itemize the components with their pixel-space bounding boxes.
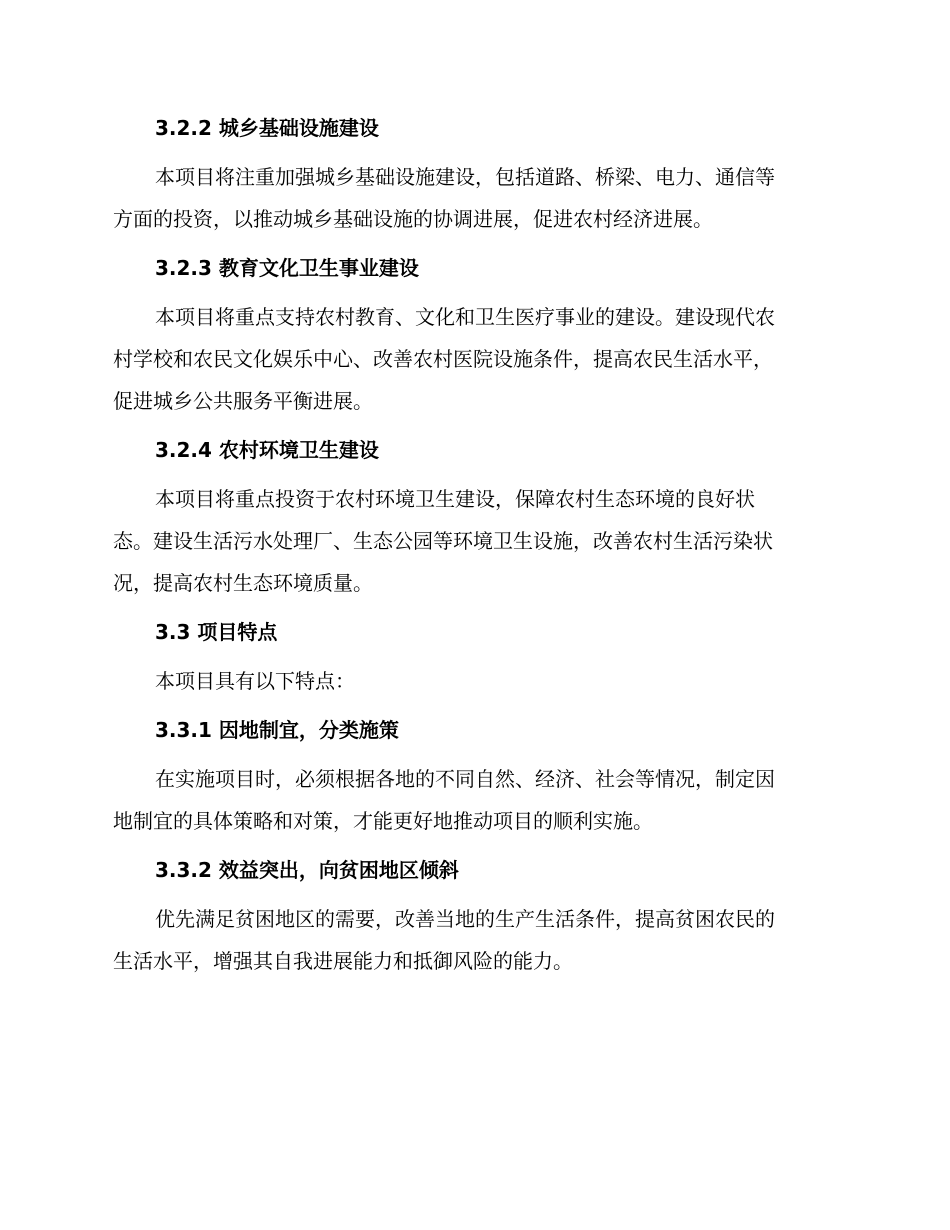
paragraph-line: 本项目将注重加强城乡基础设施建设，包括道路、桥梁、电力、通信等	[155, 165, 775, 189]
document-page	[113, 112, 829, 982]
paragraph	[113, 478, 829, 604]
paragraph-line: 促进城乡公共服务平衡进展。	[113, 389, 373, 413]
section-3-2-4	[113, 434, 829, 604]
section-heading: 3.3.2 效益突出，向贫困地区倾斜	[155, 858, 459, 882]
paragraph-line: 在实施项目时，必须根据各地的不同自然、经济、社会等情况，制定因	[155, 767, 775, 791]
paragraph-line: 况，提高农村生态环境质量。	[113, 571, 373, 595]
paragraph-line: 本项目将重点投资于农村环境卫生建设，保障农村生态环境的良好状	[155, 487, 755, 511]
paragraph-line: 本项目将重点支持农村教育、文化和卫生医疗事业的建设。建设现代农	[155, 305, 775, 329]
section-heading: 3.3.1 因地制宜，分类施策	[155, 718, 399, 742]
paragraph-line: 态。建设生活污水处理厂、生态公园等环境卫生设施，改善农村生活污染状	[113, 529, 773, 553]
section-3-2-3	[113, 252, 829, 422]
paragraph-line: 优先满足贫困地区的需要，改善当地的生产生活条件，提高贫困农民的	[155, 907, 775, 931]
section-heading: 3.2.2 城乡基础设施建设	[155, 116, 379, 140]
paragraph	[113, 758, 829, 842]
paragraph-line: 地制宜的具体策略和对策，才能更好地推动项目的顺利实施。	[113, 809, 653, 833]
paragraph-line: 生活水平，增强其自我进展能力和抵御风险的能力。	[113, 949, 573, 973]
section-heading: 3.3 项目特点	[155, 620, 278, 644]
paragraph-line: 方面的投资，以推动城乡基础设施的协调进展，促进农村经济进展。	[113, 207, 713, 231]
section-3-3-2	[113, 854, 829, 982]
paragraph	[113, 296, 829, 422]
section-heading: 3.2.3 教育文化卫生事业建设	[155, 256, 419, 280]
paragraph	[113, 898, 829, 982]
paragraph-line: 村学校和农民文化娱乐中心、改善农村医院设施条件，提高农民生活水平，	[113, 347, 773, 371]
section-3-2-2	[113, 112, 829, 240]
paragraph	[113, 660, 829, 702]
section-3-3-1	[113, 714, 829, 842]
paragraph-line: 本项目具有以下特点：	[155, 669, 355, 693]
paragraph	[113, 156, 829, 240]
section-3-3	[113, 616, 829, 702]
section-heading: 3.2.4 农村环境卫生建设	[155, 438, 379, 462]
